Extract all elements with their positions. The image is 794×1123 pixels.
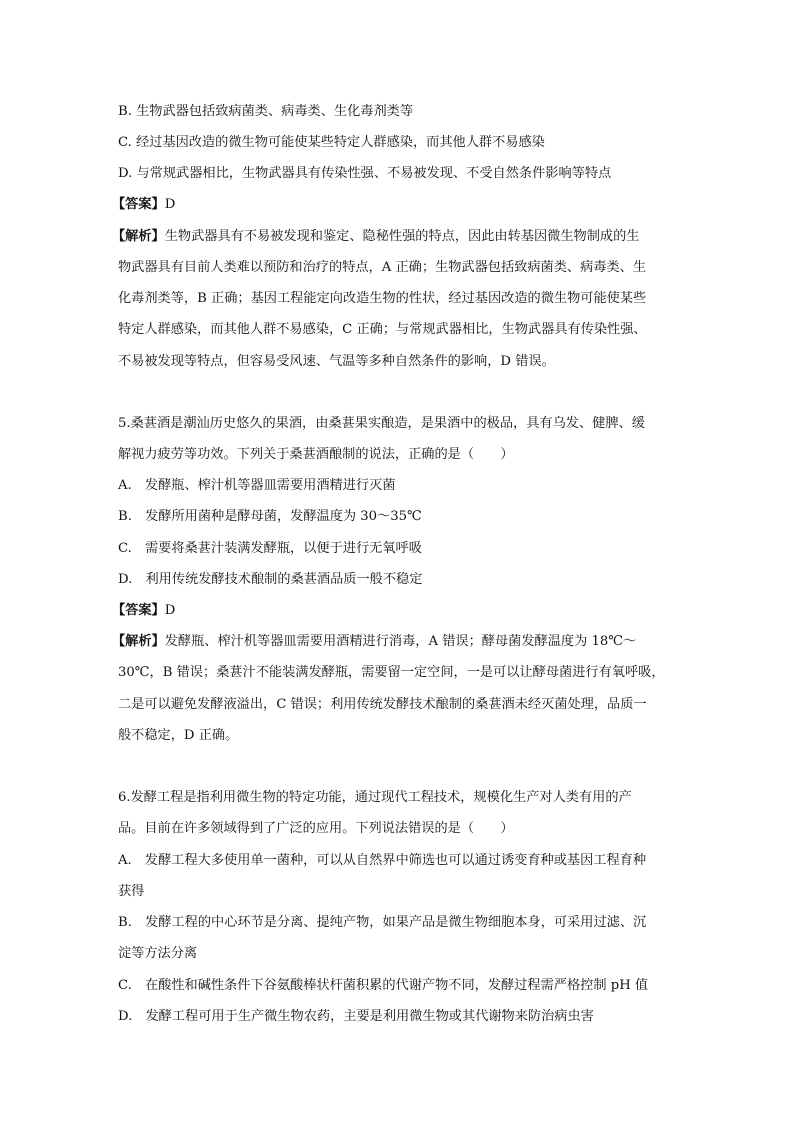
answer-value: D: [164, 603, 176, 618]
q5-analysis-line: 二是可以避免发酵液溢出，C 错误；利用传统发酵技术酿制的桑葚酒未经灭菌处理，品质一: [118, 697, 647, 712]
answer-tag: 【答案】: [112, 197, 165, 212]
analysis-text: 发酵瓶、榨汁机等器皿需要用酒精进行消毒，A 错误；酵母菌发酵温度为 18℃～: [164, 634, 637, 649]
q6-option-b: B. 发酵工程的中心环节是分离、提纯产物，如果产品是微生物细胞本身，可采用过滤、沉: [118, 915, 647, 930]
q5-analysis-line: [112, 633, 678, 651]
q6-stem-line: 6.发酵工程是指利用微生物的特定功能，通过现代工程技术，规模化生产对人类有用的产: [118, 790, 632, 805]
q6-option-c: C. 在酸性和碱性条件下谷氨酸棒状杆菌积累的代谢产物不同，发酵过程需严格控制 pH 值: [118, 978, 649, 993]
q6-option-a: A. 发酵工程大多使用单一菌种，可以从自然界中筛选也可以通过诱变育种或基因工程育种: [118, 853, 647, 868]
answer-tag: 【答案】: [112, 603, 165, 618]
analysis-tag: 【解析】: [112, 634, 165, 649]
q4-analysis-line: 不易被发现等特点，但容易受风速、气温等多种自然条件的影响，D 错误。: [118, 354, 555, 369]
q5-stem-line: 5.桑葚酒是潮汕历史悠久的果酒，由桑葚果实酿造，是果酒中的极品，具有乌发、健脾、缓: [118, 416, 645, 431]
analysis-text: 生物武器具有不易被发现和鉴定、隐秘性强的特点，因此由转基因微生物制成的生: [164, 229, 640, 244]
q5-analysis-line: 般不稳定，D 正确。: [118, 728, 239, 743]
q5-analysis-line: 30℃，B 错误；桑葚汁不能装满发酵瓶，需要留一定空间，一是可以让酵母菌进行有氧呼吸，: [118, 665, 665, 680]
analysis-tag: 【解析】: [112, 229, 165, 244]
q4-analysis-line: 化毒剂类等，B 正确；基因工程能定向改造生物的性状，经过基因改造的微生物可能使某些: [118, 291, 647, 306]
q5-option-b: B. 发酵所用菌种是酵母菌，发酵温度为 30～35℃: [118, 509, 422, 524]
q4-option-d: D. 与常规武器相比，生物武器具有传染性强、不易被发现、不受自然条件影响等特点: [118, 166, 612, 181]
q4-answer: [112, 196, 678, 214]
q4-analysis-line: 特定人群感染，而其他人群不易感染，C 正确；与常规武器相比，生物武器具有传染性强、: [118, 322, 647, 337]
q4-analysis-line: [112, 228, 678, 246]
q5-option-a: A. 发酵瓶、榨汁机等器皿需要用酒精进行灭菌: [118, 478, 396, 493]
q4-analysis-line: 物武器具有目前人类难以预防和治疗的特点，A 正确；生物武器包括致病菌类、病毒类、生: [118, 260, 647, 275]
q5-option-d: D. 利用传统发酵技术酿制的桑葚酒品质一般不稳定: [118, 572, 423, 587]
q5-answer: [112, 602, 678, 620]
q6-stem-line: 品。目前在许多领域得到了广泛的应用。下列说法错误的是（ ）: [118, 821, 514, 836]
answer-value: D: [164, 197, 176, 212]
q5-option-c: C. 需要将桑葚汁装满发酵瓶，以便于进行无氧呼吸: [118, 541, 422, 556]
q5-stem-line: 解视力疲劳等功效。下列关于桑葚酒酿制的说法，正确的是（ ）: [118, 447, 514, 462]
q6-option-b-cont: 淀等方法分离: [118, 946, 198, 961]
q6-option-d: D. 发酵工程可用于生产微生物农药，主要是利用微生物或其代谢物来防治病虫害: [118, 1009, 594, 1024]
q4-option-b: B. 生物武器包括致病菌类、病毒类、生化毒剂类等: [118, 104, 414, 119]
q4-option-c: C. 经过基因改造的微生物可能使某些特定人群感染，而其他人群不易感染: [118, 135, 545, 150]
q6-option-a-cont: 获得: [118, 884, 145, 899]
